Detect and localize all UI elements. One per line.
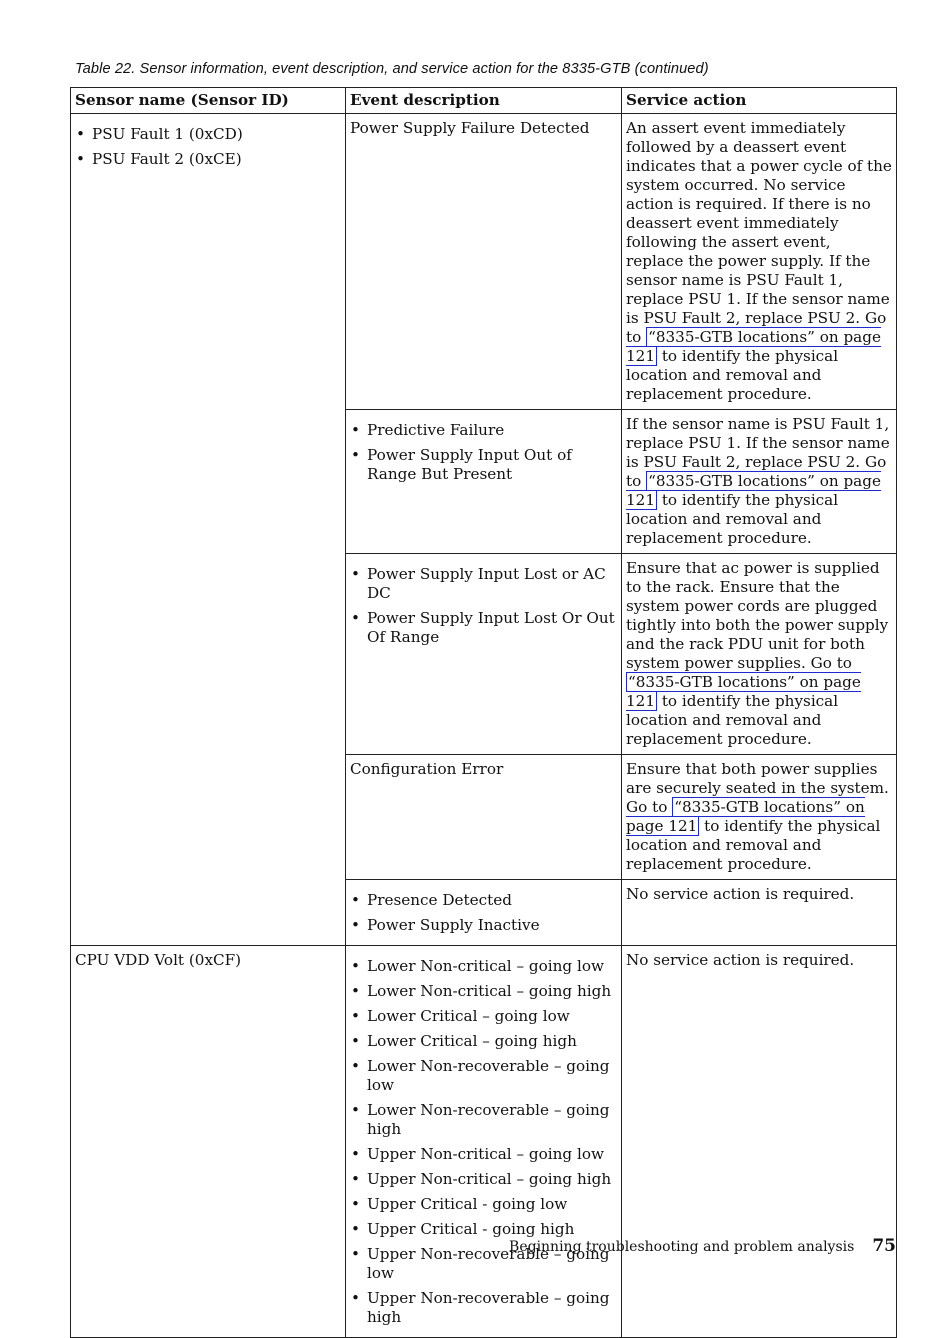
action-text: An assert event immediately followed by a deassert event indicates that a power cycle of the system occurred. No service action is required. If there is no deassert event immediately following the assert event, replace the power supply. If the sensor name is PSU Fault 1, replace PSU 1. If the sensor name is PSU Fault 2, replace PSU 2. Go to — [626, 119, 892, 346]
page-number: 75 — [872, 1236, 896, 1256]
service-action-cell — [622, 410, 897, 554]
table-caption: Table 22. Sensor information, event description, and service action for the 8335-GTB (continued) — [75, 61, 709, 77]
list-item: • PSU Fault 2 (0xCE) — [75, 150, 341, 169]
sensor-name: CPU VDD Volt (0xCF) — [75, 951, 242, 969]
list-item: • Upper Critical - going high — [350, 1220, 617, 1239]
event-list — [350, 957, 617, 1327]
action-text: Ensure that both power supplies are securely seated in the system. Go to — [626, 760, 889, 816]
list-item: • Lower Non-recoverable – going high — [350, 1101, 617, 1139]
sensor-name-cell — [71, 114, 346, 946]
event-description-cell — [346, 554, 622, 755]
action-text: to identify the physical location and removal and replacement procedure. — [626, 817, 881, 873]
list-item: • Predictive Failure — [350, 421, 617, 440]
service-action-cell — [622, 114, 897, 410]
action-text: Ensure that ac power is supplied to the rack. Ensure that the system power cords are plugged tightly into both the power supply and the rack PDU unit for both system power supplies. Go to — [626, 559, 889, 672]
list-item: • Power Supply Input Out of Range But Present — [350, 446, 617, 484]
sensor-name-cell — [71, 946, 346, 1338]
action-text: No service action is required. — [626, 885, 855, 903]
action-text: If the sensor name is PSU Fault 1, replace PSU 1. If the sensor name is PSU Fault 2, replace PSU 2. Go to — [626, 415, 890, 490]
event-list — [350, 565, 617, 647]
footer-section-title: Beginning troubleshooting and problem analysis — [509, 1239, 855, 1255]
list-item: • Presence Detected — [350, 891, 617, 910]
list-item: • Power Supply Inactive — [350, 916, 617, 935]
list-item: • Lower Non-critical – going low — [350, 957, 617, 976]
cross-reference-link[interactable]: “8335-GTB locations” on page 121 — [626, 472, 881, 509]
action-text: to identify the physical location and removal and replacement procedure. — [626, 347, 839, 403]
list-item: • Upper Non-recoverable – going low — [350, 1245, 617, 1283]
service-action-cell — [622, 880, 897, 946]
header-service-action: Service action — [622, 88, 897, 114]
list-item: • Upper Non-recoverable – going high — [350, 1289, 617, 1327]
service-action-cell — [622, 755, 897, 880]
service-action-cell — [622, 554, 897, 755]
cross-reference-link[interactable]: “8335-GTB locations” on page 121 — [626, 798, 865, 835]
list-item: • Upper Non-critical – going low — [350, 1145, 617, 1164]
event-text: Configuration Error — [350, 760, 504, 778]
list-item: • Power Supply Input Lost Or Out Of Range — [350, 609, 617, 647]
event-description-cell — [346, 946, 622, 1338]
action-text: to identify the physical location and removal and replacement procedure. — [626, 692, 839, 748]
list-item: • Upper Non-critical – going high — [350, 1170, 617, 1189]
sensor-list — [75, 125, 341, 169]
list-item: • Upper Critical - going low — [350, 1195, 617, 1214]
table-row — [71, 946, 897, 1338]
cross-reference-link[interactable]: “8335-GTB locations” on page 121 — [626, 673, 861, 710]
table-row — [71, 114, 897, 410]
list-item: • Lower Non-recoverable – going low — [350, 1057, 617, 1095]
list-item: • Lower Non-critical – going high — [350, 982, 617, 1001]
list-item: • Power Supply Input Lost or AC DC — [350, 565, 617, 603]
page-footer — [509, 1236, 896, 1256]
sensor-table — [70, 87, 897, 1338]
list-item: • Lower Critical – going low — [350, 1007, 617, 1026]
service-action-cell — [622, 946, 897, 1338]
event-description-cell — [346, 410, 622, 554]
list-item: • Lower Critical – going high — [350, 1032, 617, 1051]
event-list — [350, 891, 617, 935]
header-sensor-name: Sensor name (Sensor ID) — [71, 88, 346, 114]
event-list — [350, 421, 617, 484]
event-description-cell — [346, 755, 622, 880]
event-description-cell — [346, 114, 622, 410]
event-description-cell — [346, 880, 622, 946]
action-text: to identify the physical location and removal and replacement procedure. — [626, 491, 839, 547]
table-header-row — [71, 88, 897, 114]
header-event-description: Event description — [346, 88, 622, 114]
list-item: • PSU Fault 1 (0xCD) — [75, 125, 341, 144]
event-text: Power Supply Failure Detected — [350, 119, 590, 137]
action-text: No service action is required. — [626, 951, 855, 969]
cross-reference-link[interactable]: “8335-GTB locations” on page 121 — [626, 328, 881, 365]
